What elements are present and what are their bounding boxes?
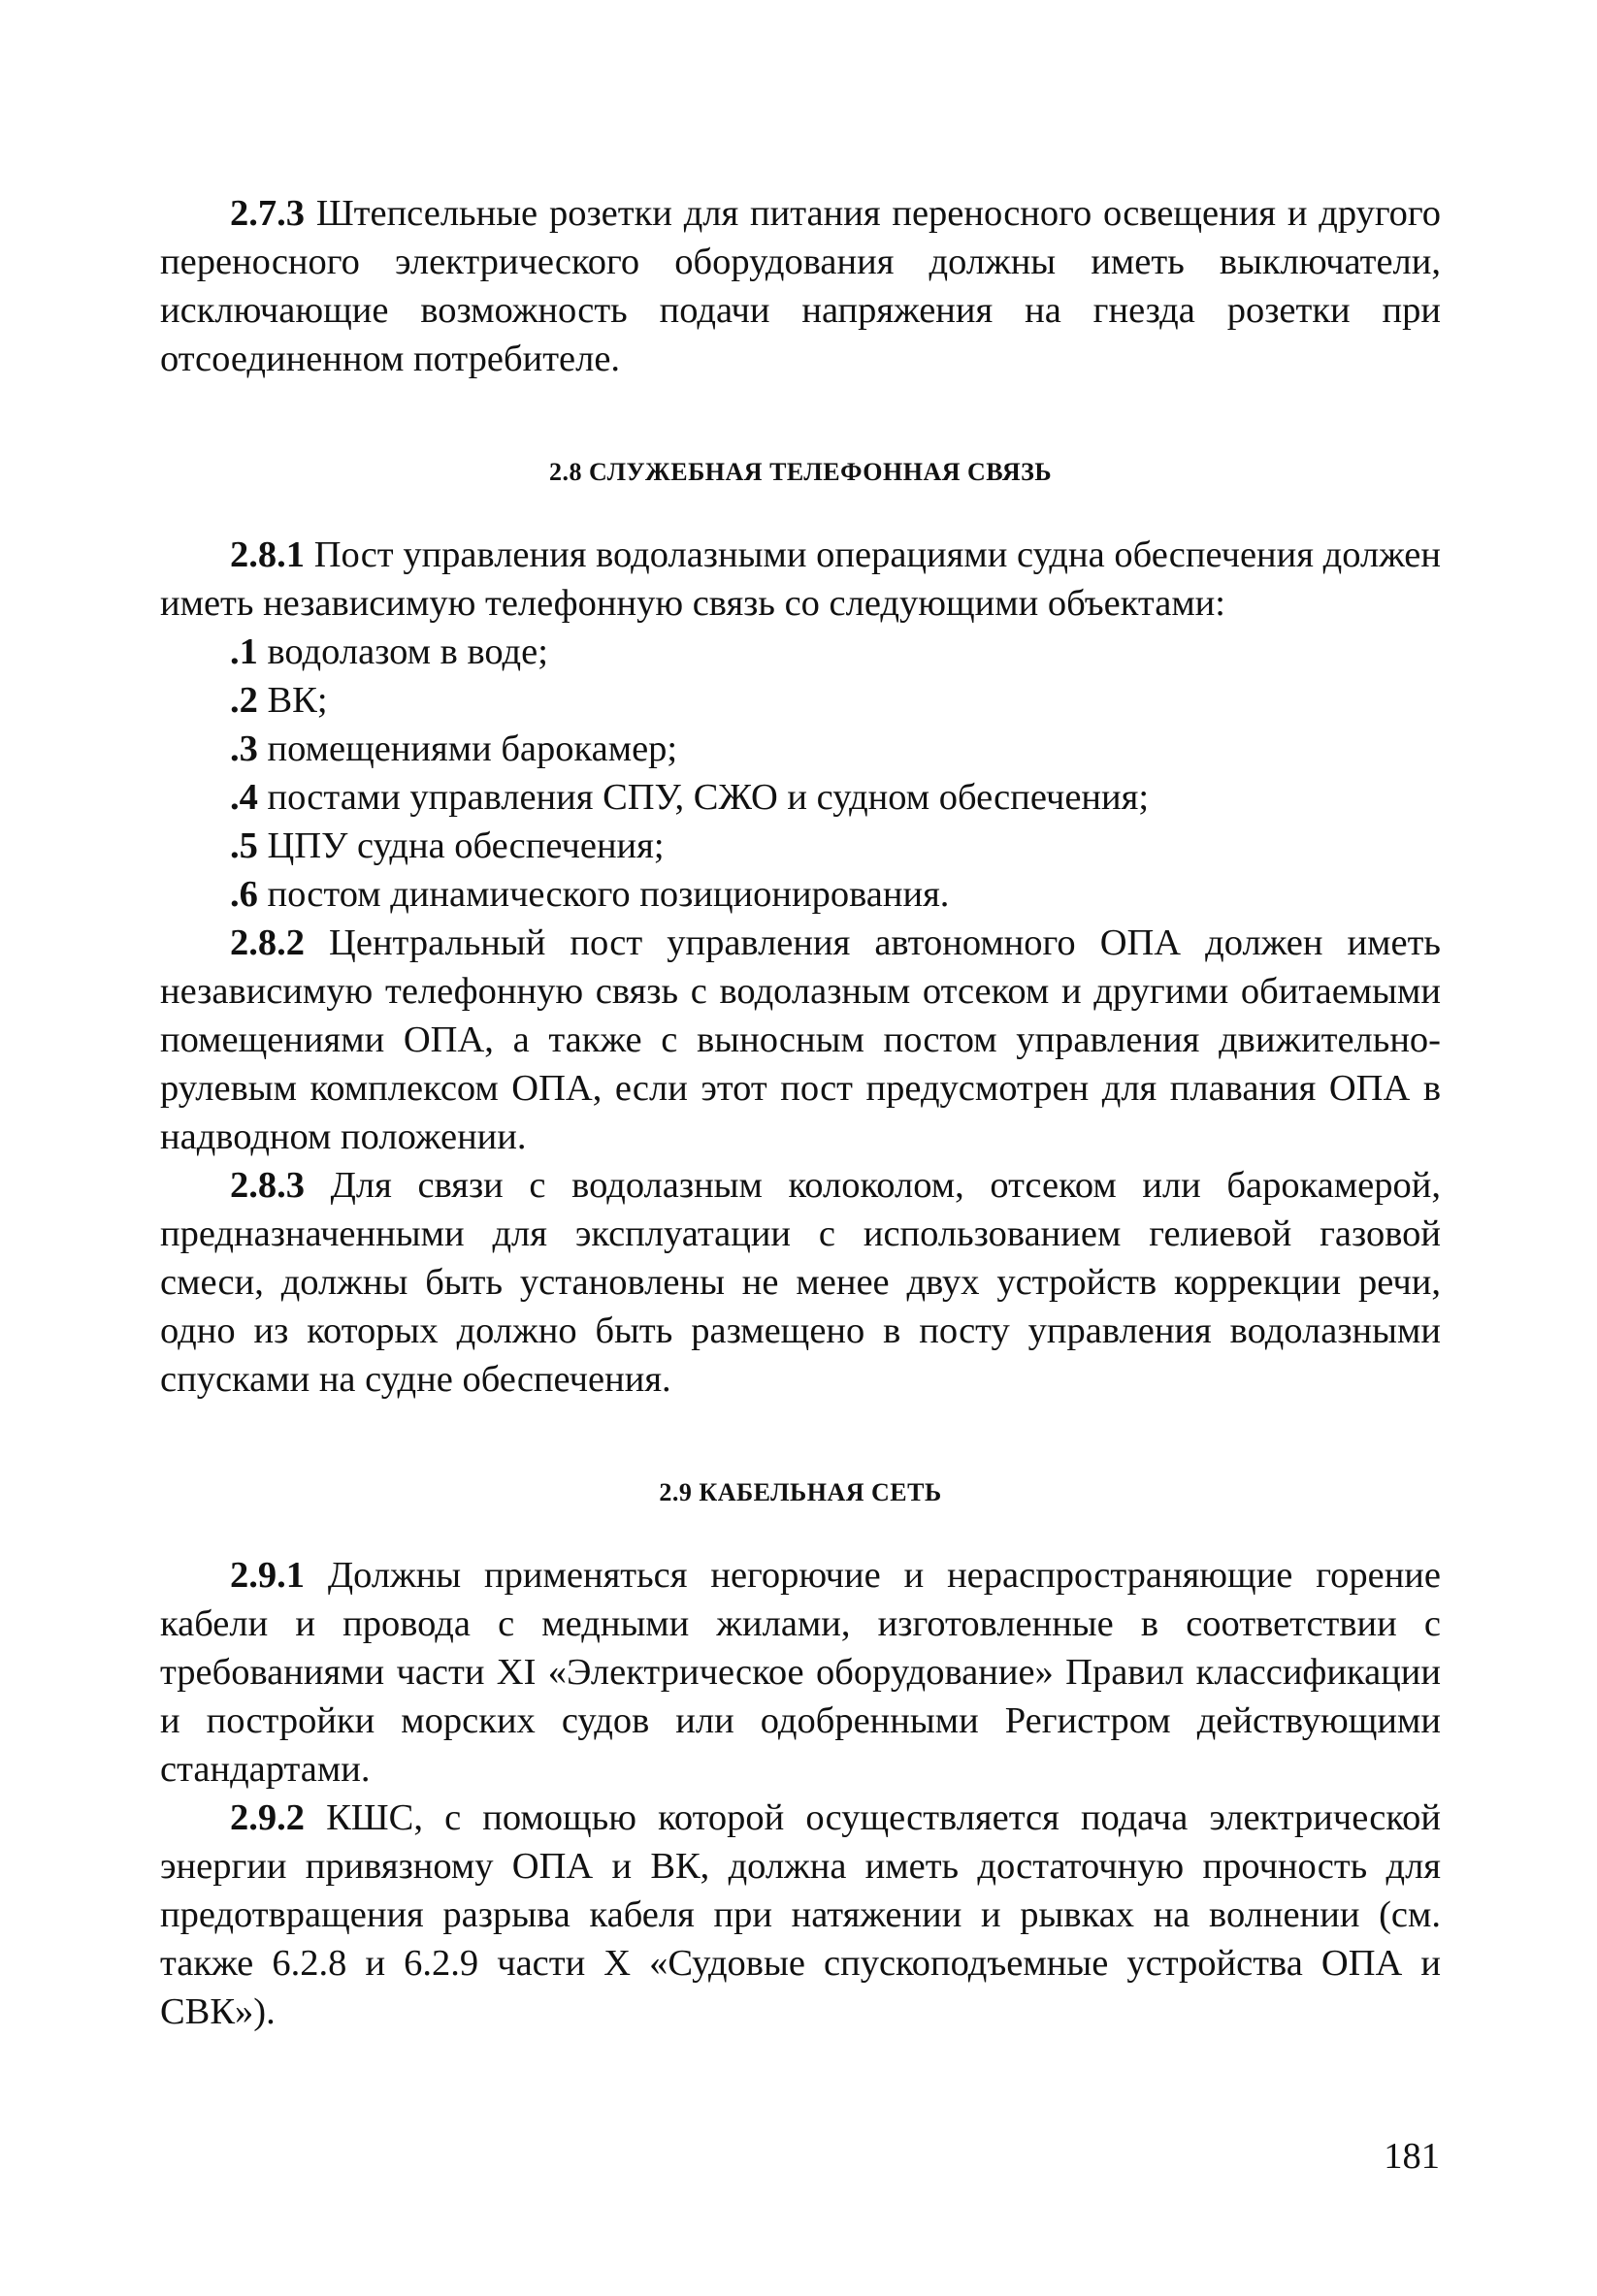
list-item-number: .2	[230, 680, 258, 721]
page-number: 181	[1384, 2136, 1440, 2177]
paragraph-2-8-1	[160, 531, 1441, 628]
clause-text: Должны применяться негорючие и нераспространяющие горение кабели и провода с медными жилами, изготовленные в соответствии с требованиями части XI «Электрическое оборудование» Правил классификации и постройки морских судов или одобренными Регистром действующими стандартами.	[160, 1555, 1441, 1790]
list-item-text: ВК;	[257, 680, 328, 721]
list-item	[160, 870, 1441, 919]
clause-number: 2.9.2	[230, 1797, 305, 1838]
paragraph-2-9-2	[160, 1794, 1441, 2036]
list-item-number: .4	[230, 777, 258, 818]
list-item-text: постами управления СПУ, СЖО и судном обеспечения;	[257, 777, 1150, 818]
clause-number: 2.8.2	[230, 922, 305, 963]
clause-text: Пост управления водолазными операциями судна обеспечения должен иметь независимую телефонную связь со следующими объектами:	[160, 534, 1441, 624]
paragraph-2-9-1	[160, 1551, 1441, 1794]
list-item-text: водолазом в воде;	[257, 631, 548, 672]
clause-text: КШС, с помощью которой осуществляется подача электрической энергии привязному ОПА и ВК, должна иметь достаточную прочность для предотвращения разрыва кабеля при натяжении и рывках на волнении (см. также 6.2.8 и 6.2.9 части X «Судовые спускоподъемные устройства ОПА и СВК»).	[160, 1797, 1441, 2032]
list-item-number: .5	[230, 825, 258, 866]
list-item-number: .1	[230, 631, 258, 672]
list-item	[160, 628, 1441, 676]
list-item-number: .3	[230, 728, 258, 769]
section-heading-2-8: 2.8 СЛУЖЕБНАЯ ТЕЛЕФОННАЯ СВЯЗЬ	[548, 458, 1053, 486]
document-page	[160, 189, 1441, 2036]
list-item-text: постом динамического позиционирования.	[257, 874, 950, 915]
clause-text: Для связи с водолазным колоколом, отсеком или барокамерой, предназначенными для эксплуатации с использованием гелиевой газовой смеси, должны быть установлены не менее двух устройств коррекции речи, одно из которых должно быть размещено в посту управления водолазными спусками на судне обеспечения.	[160, 1165, 1441, 1400]
list-item	[160, 822, 1441, 870]
list-item-number: .6	[230, 874, 258, 915]
section-heading-2-9: 2.9 КАБЕЛЬНАЯ СЕТЬ	[659, 1478, 942, 1506]
list-item-text: помещениями барокамер;	[257, 728, 678, 769]
list-item	[160, 773, 1441, 822]
clause-text: Центральный пост управления автономного ОПА должен иметь независимую телефонную связь с водолазным отсеком и другими обитаемыми помещениями ОПА, а также с выносным постом управления движительно-рулевым комплексом ОПА, если этот пост предусмотрен для плавания ОПА в надводном положении.	[160, 922, 1441, 1157]
paragraph-2-8-3	[160, 1161, 1441, 1404]
list-item-text: ЦПУ судна обеспечения;	[257, 825, 665, 866]
clause-number: 2.7.3	[230, 193, 305, 234]
paragraph-2-7-3	[160, 189, 1441, 383]
list-item	[160, 676, 1441, 725]
paragraph-2-8-2	[160, 919, 1441, 1161]
clause-number: 2.9.1	[230, 1555, 305, 1596]
list-item	[160, 725, 1441, 773]
clause-text: Штепсельные розетки для питания переносного освещения и другого переносного электрического оборудования должны иметь выключатели, исключающие возможность подачи напряжения на гнезда розетки при отсоединенном потребителе.	[160, 193, 1441, 379]
clause-number: 2.8.1	[230, 534, 305, 575]
clause-number: 2.8.3	[230, 1165, 305, 1206]
